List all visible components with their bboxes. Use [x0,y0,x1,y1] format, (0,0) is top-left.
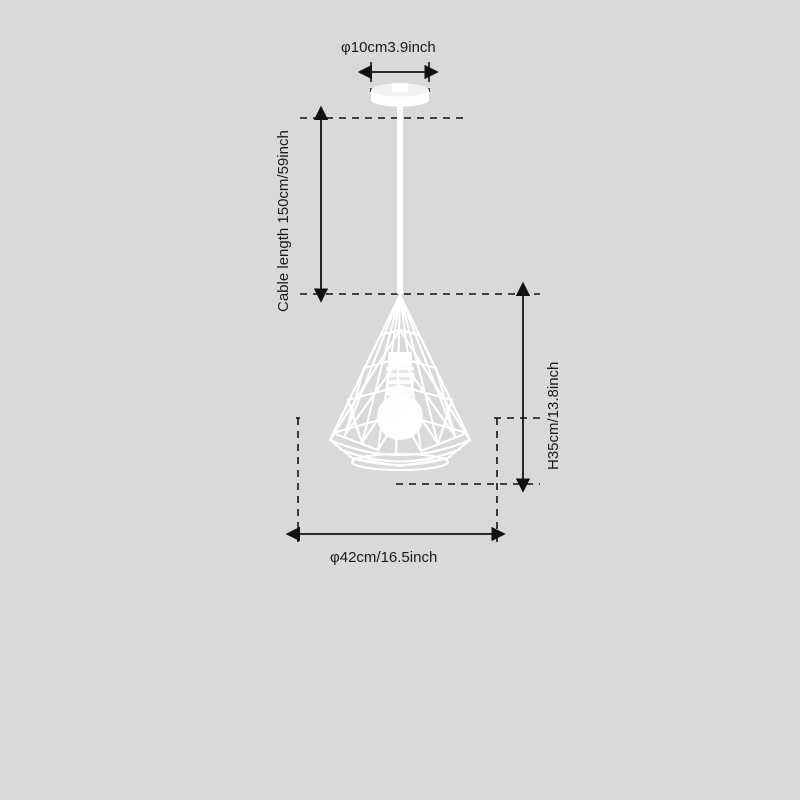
suspension-cable [397,104,403,294]
dimension-extension-lines [296,62,540,546]
canopy-diameter-label: φ10cm3.9inch [341,39,436,56]
shade-diameter-label: φ42cm/16.5inch [330,549,438,566]
cable-length-label: Cable length 150cm/59inch [275,130,292,312]
pendant-lamp [330,83,470,470]
ceiling-canopy [371,83,429,107]
shade-height-label: H35cm/13.8inch [545,361,562,470]
